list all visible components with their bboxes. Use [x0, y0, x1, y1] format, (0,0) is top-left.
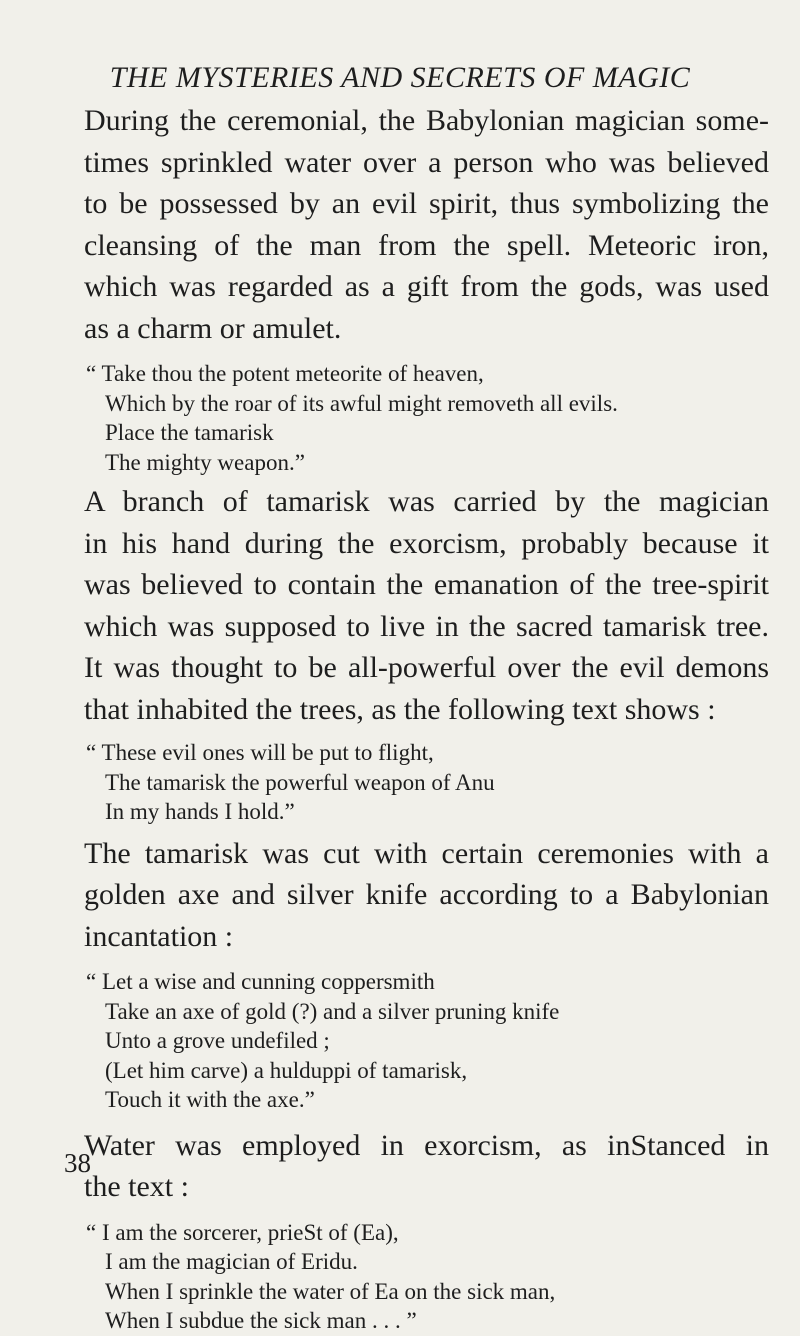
paragraph-line: During the ceremonial, the Babylonian magician some- — [84, 104, 769, 137]
paragraph-line: as a charm or amulet. — [84, 311, 342, 345]
verse-quote — [84, 1218, 769, 1336]
quote-line: The tamarisk the powerful weapon of Anu — [105, 769, 495, 795]
running-head: THE MYSTERIES AND SECRETS OF MAGIC — [109, 61, 691, 94]
quote-line: “ These evil ones will be put to flight, — [86, 740, 434, 765]
quote-line: (Let him carve) a hulduppi of tamarisk, — [105, 1057, 468, 1083]
quote-line: Place the tamarisk — [105, 420, 274, 445]
quote-line: Unto a grove undefiled ; — [105, 1028, 330, 1053]
paragraph-line: The tamarisk was cut with certain ceremonies with a — [84, 836, 769, 870]
verse-quote — [84, 738, 769, 827]
paragraph — [84, 1125, 769, 1208]
paragraph-line: It was thought to be all-powerful over the evil demons — [84, 651, 769, 684]
quote-line: When I subdue the sick man . . . ” — [105, 1308, 417, 1333]
paragraph-line: A branch of tamarisk was carried by the magician — [84, 485, 769, 518]
paragraph — [84, 100, 769, 349]
paragraph-line: Water was employed in exorcism, as inStanced in — [84, 1128, 769, 1162]
quote-line: I am the magician of Eridu. — [105, 1249, 358, 1274]
paragraph-line: which was regarded as a gift from the gods, was used — [84, 270, 769, 303]
paragraph-line: which was supposed to live in the sacred tamarisk tree. — [84, 609, 769, 643]
quote-line: Touch it with the axe.” — [105, 1087, 315, 1112]
verse-quote — [84, 359, 769, 477]
verse-quote — [84, 967, 769, 1115]
quote-line: The mighty weapon.” — [105, 449, 305, 475]
paragraph-line: the text : — [84, 1170, 189, 1203]
quote-line: “ Let a wise and cunning coppersmith — [86, 969, 435, 994]
quote-line: When I sprinkle the water of Ea on the sick man, — [105, 1278, 556, 1304]
paragraph-line: cleansing of the man from the spell. Meteoric iron, — [84, 228, 769, 262]
quote-line: “ Take thou the potent meteorite of heaven, — [86, 361, 484, 386]
paragraph-line: was believed to contain the emanation of the tree-spirit — [84, 568, 769, 601]
paragraph — [84, 481, 769, 730]
quote-line: Which by the roar of its awful might removeth all evils. — [105, 390, 618, 416]
paragraph-line: that inhabited the trees, as the following text shows : — [84, 692, 716, 726]
quote-line: Take an axe of gold (?) and a silver pruning knife — [105, 998, 560, 1024]
quote-line: In my hands I hold.” — [105, 799, 295, 824]
page-body — [84, 100, 769, 1336]
paragraph — [84, 833, 769, 958]
paragraph-line: incantation : — [84, 919, 234, 953]
quote-line: “ I am the sorcerer, prieSt of (Ea), — [86, 1219, 399, 1245]
paragraph-line: to be possessed by an evil spirit, thus symbolizing the — [84, 187, 769, 220]
paragraph-line: times sprinkled water over a person who was believed — [84, 145, 769, 179]
paragraph-line: in his hand during the exorcism, probably because it — [84, 526, 769, 560]
paragraph-line: golden axe and silver knife according to a Babylonian — [84, 878, 769, 911]
page-number: 38 — [64, 1148, 91, 1178]
